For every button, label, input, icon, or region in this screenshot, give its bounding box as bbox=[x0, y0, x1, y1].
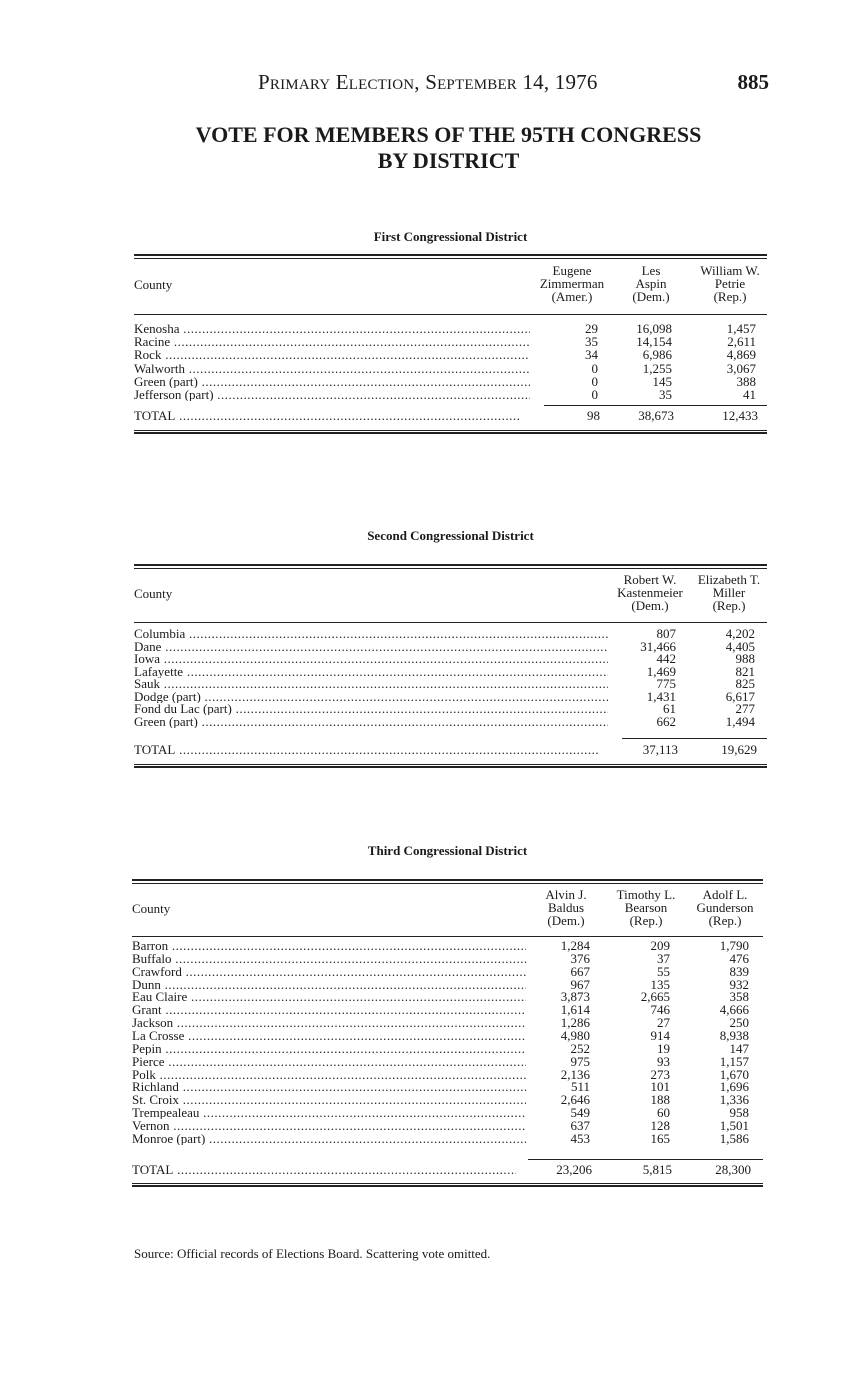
vote-count: 4,666 bbox=[719, 1002, 749, 1018]
table-row bbox=[132, 1029, 763, 1042]
vote-count: 6,617 bbox=[725, 688, 755, 704]
vote-count: 958 bbox=[729, 1105, 749, 1120]
vote-count: 1,457 bbox=[726, 321, 756, 336]
candidate-party: (Rep.) bbox=[712, 598, 746, 613]
table-row bbox=[134, 348, 767, 361]
vote-count: 453 bbox=[570, 1130, 590, 1146]
candidate-header bbox=[608, 888, 684, 927]
table-row bbox=[132, 1042, 763, 1055]
vote-count: 35 bbox=[659, 387, 672, 402]
total-vote-count: 37,113 bbox=[642, 742, 678, 757]
vote-count: 61 bbox=[663, 701, 676, 716]
vote-count: 273 bbox=[650, 1066, 670, 1082]
table-row bbox=[134, 322, 767, 335]
total-vote-count: 38,673 bbox=[638, 408, 674, 423]
county-name: Sauk ..... bbox=[134, 677, 608, 690]
vote-count: 1,501 bbox=[719, 1117, 749, 1133]
table-top-rule bbox=[134, 254, 767, 259]
total-vote-count: 5,815 bbox=[642, 1162, 672, 1177]
candidate-header bbox=[610, 573, 690, 612]
candidate-party: (Rep.) bbox=[629, 913, 663, 928]
table-top-rule bbox=[134, 564, 767, 569]
county-name: Columbia ..... bbox=[134, 627, 608, 640]
vote-count: 4,869 bbox=[726, 347, 756, 363]
county-name: Pierce ..... bbox=[132, 1055, 526, 1068]
table-row bbox=[134, 388, 767, 401]
vote-count: 1,284 bbox=[560, 938, 590, 953]
vote-count: 147 bbox=[729, 1040, 749, 1056]
table-row bbox=[134, 375, 767, 388]
candidate-last: Kastenmeier bbox=[617, 585, 683, 600]
county-name: Barron ..... bbox=[132, 939, 526, 952]
vote-count: 511 bbox=[570, 1079, 590, 1095]
candidate-header bbox=[528, 888, 604, 927]
candidate-party: (Rep.) bbox=[708, 913, 742, 928]
candidate-last: Aspin bbox=[635, 276, 667, 291]
county-name: La Crosse ..... bbox=[132, 1029, 526, 1042]
table-row bbox=[132, 1055, 763, 1068]
total-row bbox=[134, 743, 767, 756]
candidate-header bbox=[690, 264, 770, 303]
county-column-header: County bbox=[134, 586, 173, 601]
vote-count: 358 bbox=[729, 989, 749, 1005]
county-name: Grant ..... bbox=[132, 1003, 526, 1016]
table-row bbox=[134, 335, 767, 348]
candidate-party: (Dem.) bbox=[547, 913, 585, 928]
candidate-first: Alvin J. bbox=[545, 887, 587, 902]
vote-count: 60 bbox=[657, 1105, 670, 1120]
table-top-rule bbox=[132, 879, 763, 884]
running-title: Primary Election, September 14, 1976 bbox=[258, 70, 598, 94]
total-label: TOTAL ..... bbox=[134, 409, 520, 422]
vote-count: 1,586 bbox=[719, 1130, 749, 1146]
candidate-first: Timothy L. bbox=[616, 887, 676, 902]
total-vote-count: 98 bbox=[587, 408, 600, 423]
district-title: Third Congressional District bbox=[367, 843, 528, 858]
vote-count: 388 bbox=[736, 373, 756, 389]
county-name: Dunn ..... bbox=[132, 978, 526, 991]
total-rule bbox=[622, 738, 767, 739]
vote-count: 37 bbox=[657, 950, 670, 966]
candidate-last: Miller bbox=[712, 585, 746, 600]
vote-count: 637 bbox=[570, 1117, 590, 1133]
page-title-line-1: VOTE FOR MEMBERS OF THE 95TH CONGRESS bbox=[195, 122, 702, 147]
page-number: 885 bbox=[737, 70, 769, 94]
vote-count: 549 bbox=[570, 1105, 590, 1120]
total-row bbox=[132, 1163, 763, 1176]
vote-count: 775 bbox=[656, 676, 676, 691]
county-name: Polk ..... bbox=[132, 1068, 526, 1081]
county-name: Pepin ..... bbox=[132, 1042, 526, 1055]
total-row bbox=[134, 409, 767, 422]
table-row bbox=[132, 952, 763, 965]
district-title: Second Congressional District bbox=[367, 528, 534, 543]
vote-count: 34 bbox=[585, 347, 598, 363]
county-name: St. Croix ..... bbox=[132, 1093, 526, 1106]
candidate-last: Bearson bbox=[624, 900, 668, 915]
county-name: Green (part) ..... bbox=[134, 715, 608, 728]
total-rule bbox=[528, 1159, 763, 1160]
candidate-first: William W. bbox=[700, 263, 760, 278]
page-title-line-2: BY DISTRICT bbox=[377, 148, 520, 173]
vote-count: 1,469 bbox=[646, 663, 676, 679]
vote-count: 2,611 bbox=[727, 334, 756, 350]
header-rule bbox=[132, 936, 763, 937]
candidate-header bbox=[687, 888, 763, 927]
total-vote-count: 28,300 bbox=[715, 1162, 751, 1177]
vote-count: 1,255 bbox=[642, 360, 672, 376]
total-vote-count: 23,206 bbox=[556, 1162, 592, 1177]
vote-count: 975 bbox=[570, 1053, 590, 1069]
vote-count: 8,938 bbox=[719, 1027, 749, 1043]
vote-count: 821 bbox=[735, 663, 755, 679]
candidate-last: Zimmerman bbox=[539, 276, 605, 291]
vote-count: 988 bbox=[735, 651, 755, 666]
vote-count: 35 bbox=[585, 334, 598, 350]
candidate-first: Adolf L. bbox=[702, 887, 748, 902]
vote-count: 1,696 bbox=[719, 1079, 749, 1095]
county-name: Buffalo ..... bbox=[132, 952, 526, 965]
table-row bbox=[132, 1119, 763, 1132]
vote-count: 16,098 bbox=[636, 321, 672, 336]
candidate-party: (Amer.) bbox=[551, 289, 593, 304]
vote-count: 93 bbox=[657, 1053, 670, 1069]
vote-count: 145 bbox=[652, 373, 672, 389]
vote-count: 277 bbox=[735, 701, 755, 716]
county-name: Richland ..... bbox=[132, 1080, 526, 1093]
vote-count: 41 bbox=[743, 387, 756, 402]
table-row bbox=[134, 715, 767, 728]
vote-count: 4,405 bbox=[725, 638, 755, 654]
total-label: TOTAL ..... bbox=[132, 1163, 516, 1176]
vote-count: 807 bbox=[656, 626, 676, 641]
vote-count: 914 bbox=[650, 1027, 670, 1043]
county-column-header: County bbox=[134, 277, 173, 292]
vote-count: 188 bbox=[650, 1092, 670, 1108]
vote-count: 128 bbox=[650, 1117, 670, 1133]
county-name: Rock ..... bbox=[134, 348, 530, 361]
candidate-header bbox=[532, 264, 612, 303]
vote-count: 1,790 bbox=[719, 938, 749, 953]
candidate-last: Petrie bbox=[714, 276, 746, 291]
candidate-first: Robert W. bbox=[623, 572, 677, 587]
county-name: Vernon ..... bbox=[132, 1119, 526, 1132]
candidate-header bbox=[689, 573, 769, 612]
vote-count: 932 bbox=[729, 976, 749, 992]
vote-count: 29 bbox=[585, 321, 598, 336]
county-name: Eau Claire ..... bbox=[132, 990, 526, 1003]
vote-count: 252 bbox=[570, 1040, 590, 1056]
county-name: Jackson ..... bbox=[132, 1016, 526, 1029]
vote-count: 1,670 bbox=[719, 1066, 749, 1082]
county-name: Fond du Lac (part) ..... bbox=[134, 702, 608, 715]
vote-count: 101 bbox=[650, 1079, 670, 1095]
vote-count: 31,466 bbox=[640, 638, 676, 654]
table-row bbox=[132, 1132, 763, 1145]
vote-count: 165 bbox=[650, 1130, 670, 1146]
vote-count: 1,614 bbox=[560, 1002, 590, 1018]
county-name: Iowa ..... bbox=[134, 652, 608, 665]
header-rule bbox=[134, 622, 767, 623]
vote-count: 1,286 bbox=[560, 1015, 590, 1031]
vote-count: 1,494 bbox=[725, 713, 755, 729]
vote-count: 27 bbox=[657, 1015, 670, 1031]
vote-count: 209 bbox=[650, 938, 670, 953]
vote-count: 2,646 bbox=[560, 1092, 590, 1108]
candidate-first: Les bbox=[641, 263, 661, 278]
source-note: Source: Official records of Elections Board. Scattering vote omitted. bbox=[134, 1246, 491, 1261]
second-district-table bbox=[134, 528, 767, 770]
vote-count: 1,336 bbox=[719, 1092, 749, 1108]
vote-count: 0 bbox=[591, 373, 598, 389]
candidate-first: Elizabeth T. bbox=[697, 572, 761, 587]
vote-count: 825 bbox=[735, 676, 755, 691]
candidate-party: (Dem.) bbox=[631, 598, 669, 613]
vote-count: 6,986 bbox=[642, 347, 672, 363]
county-name: Monroe (part) ..... bbox=[132, 1132, 526, 1145]
county-name: Jefferson (part) ..... bbox=[134, 388, 530, 401]
county-name: Trempealeau ..... bbox=[132, 1106, 526, 1119]
vote-count: 19 bbox=[657, 1040, 670, 1056]
county-name: Racine ..... bbox=[134, 335, 530, 348]
vote-count: 55 bbox=[657, 963, 670, 979]
county-column-header: County bbox=[132, 901, 171, 916]
total-vote-count: 12,433 bbox=[722, 408, 758, 423]
total-label: TOTAL ..... bbox=[134, 743, 598, 756]
table-bottom-rule bbox=[134, 430, 767, 434]
first-district-table bbox=[134, 229, 767, 436]
county-name: Dodge (part) ..... bbox=[134, 690, 608, 703]
candidate-first: Eugene bbox=[552, 263, 592, 278]
vote-count: 135 bbox=[650, 976, 670, 992]
county-name: Crawford ..... bbox=[132, 965, 526, 978]
county-name: Lafayette ..... bbox=[134, 665, 608, 678]
table-bottom-rule bbox=[134, 764, 767, 768]
county-name: Kenosha ..... bbox=[134, 322, 530, 335]
vote-count: 839 bbox=[729, 963, 749, 979]
vote-count: 4,980 bbox=[560, 1027, 590, 1043]
running-head bbox=[258, 70, 769, 98]
vote-count: 3,067 bbox=[726, 360, 756, 376]
candidate-party: (Rep.) bbox=[713, 289, 747, 304]
table-row bbox=[134, 362, 767, 375]
vote-count: 442 bbox=[656, 651, 676, 666]
vote-count: 0 bbox=[591, 360, 598, 376]
candidate-party: (Dem.) bbox=[632, 289, 670, 304]
vote-count: 662 bbox=[656, 713, 676, 729]
candidate-last: Baldus bbox=[547, 900, 585, 915]
header-rule bbox=[134, 314, 767, 315]
county-name: Walworth ..... bbox=[134, 362, 530, 375]
county-name: Dane ..... bbox=[134, 640, 608, 653]
table-bottom-rule bbox=[132, 1183, 763, 1187]
vote-count: 4,202 bbox=[725, 626, 755, 641]
total-vote-count: 19,629 bbox=[721, 742, 757, 757]
candidate-last: Gunderson bbox=[696, 900, 754, 915]
vote-count: 3,873 bbox=[560, 989, 590, 1005]
vote-count: 667 bbox=[570, 963, 590, 979]
vote-count: 476 bbox=[729, 950, 749, 966]
third-district-table bbox=[132, 843, 763, 1189]
vote-count: 1,431 bbox=[646, 688, 676, 704]
county-name: Green (part) ..... bbox=[134, 375, 530, 388]
vote-count: 2,665 bbox=[640, 989, 670, 1005]
table-row bbox=[132, 965, 763, 978]
vote-count: 967 bbox=[570, 976, 590, 992]
vote-count: 14,154 bbox=[636, 334, 672, 350]
vote-count: 2,136 bbox=[560, 1066, 590, 1082]
total-rule bbox=[544, 405, 767, 406]
district-title: First Congressional District bbox=[373, 229, 528, 244]
page-title bbox=[0, 122, 859, 174]
candidate-header bbox=[616, 264, 686, 303]
vote-count: 1,157 bbox=[719, 1053, 749, 1069]
vote-count: 376 bbox=[570, 950, 590, 966]
vote-count: 746 bbox=[650, 1002, 670, 1018]
vote-count: 0 bbox=[591, 387, 598, 402]
vote-count: 250 bbox=[729, 1015, 749, 1031]
